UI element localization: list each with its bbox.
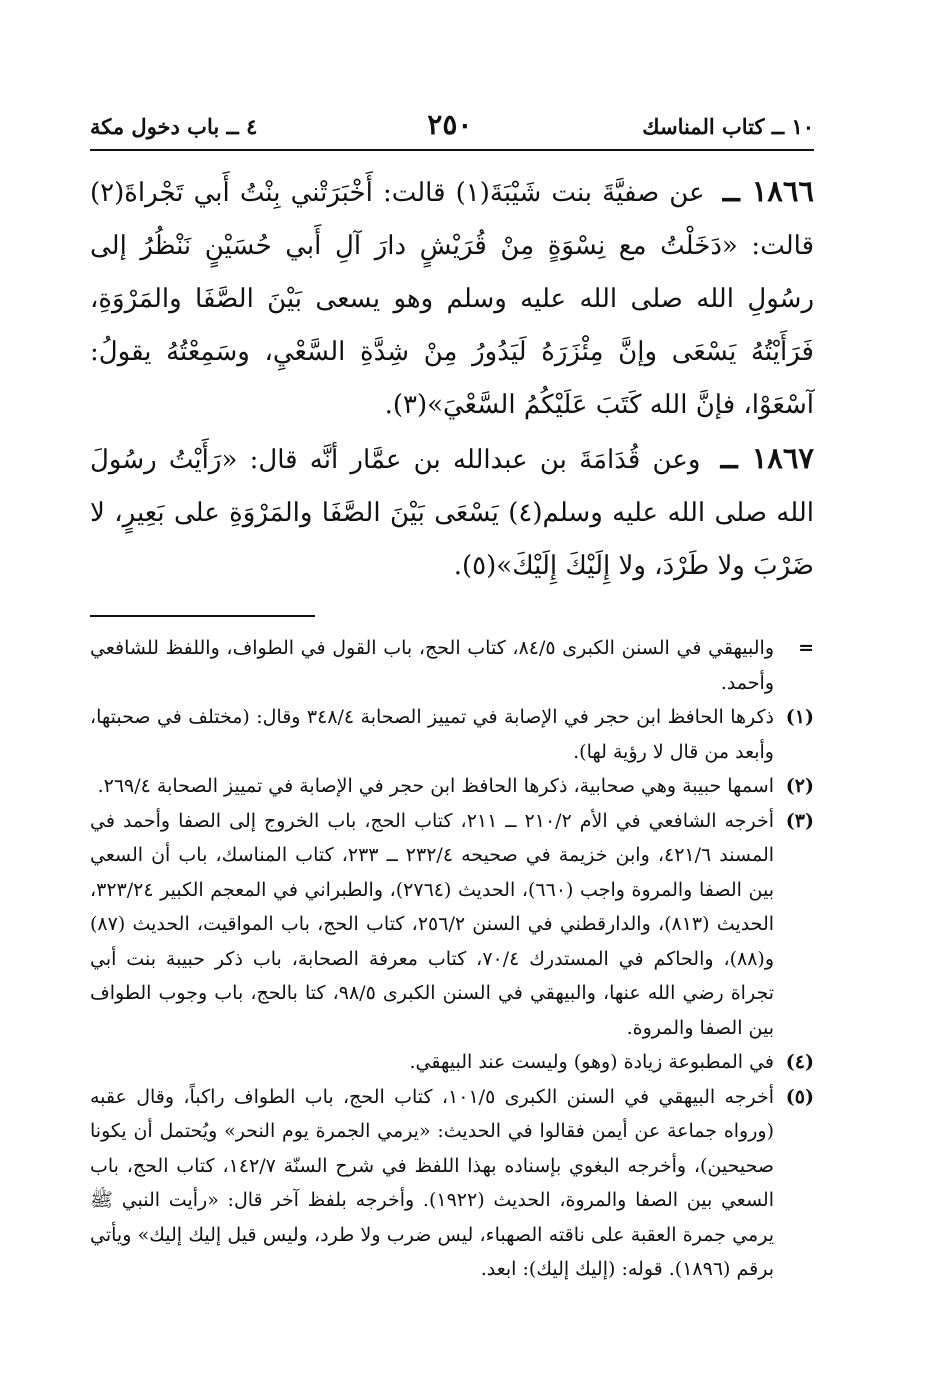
running-header: [90, 108, 814, 151]
footnote-label: (١): [785, 706, 814, 728]
page-body: [90, 108, 814, 1348]
footnote-4: [90, 1045, 814, 1080]
footnote-label: (٥): [785, 1085, 814, 1108]
main-text: [90, 165, 814, 593]
footnote-text: والبيهقي في السنن الكبرى ٨٤/٥، كتاب الحج، باب القول في الطواف، واللفظ للشافعي وأحمد.: [90, 637, 774, 694]
footnote-3: [90, 804, 814, 1046]
footnote-2: [90, 769, 814, 804]
hadith-number: ١٨٦٦ ــ: [722, 174, 814, 208]
footnote-divider: [90, 615, 315, 617]
hadith-1866: [90, 165, 814, 432]
footnote-continued: [90, 631, 814, 700]
hadith-text: عن صفيَّةَ بنت شَيْبَةَ(١) قالت: أَخْبَرَتْني بِنْتُ أَبي تَجْراةَ(٢) قالت: «دَخَلْتُ مع نِسْوَةٍ مِنْ قُرَيْشٍ دارَ آلِ أَبي حُسَيْنٍ نَنْظُرُ إلى رسُولِ الله صلى الله عليه وسلم وهو يسعى بَيْنَ الصَّفَا والمَرْوَةِ، فَرَأَيْتُهُ يَسْعَى وإنَّ مِئْزَرَهُ لَيَدُورُ مِنْ شِدَّةِ السَّعْيِ، وسَمِعْتُهُ يقولُ: آسْعَوْا، فإنَّ الله كَتَبَ عَلَيْكُمُ السَّعْيَ»(٣).: [90, 178, 814, 420]
footnote-text: اسمها حبيبة وهي صحابية، ذكرها الحافظ ابن حجر في الإصابة في تمييز الصحابة ٢٦٩/٤.: [97, 775, 774, 797]
hadith-1867: [90, 432, 814, 593]
footnote-label: (٢): [785, 775, 814, 797]
footnote-label: =: [798, 637, 814, 659]
footnote-text: في المطبوعة زيادة (وهو) وليست عند البيهقي.: [409, 1051, 774, 1073]
hadith-number: ١٨٦٧ ــ: [720, 441, 814, 475]
footnote-text: أخرجه الشافعي في الأم ٢١٠/٢ ــ ٢١١، كتاب الحج، باب الخروج إلى الصفا وأحمد في المسند ٤٢١/٦، وابن خزيمة في صحيحه ٢٣٢/٤ ــ ٢٣٣، كتاب المناسك، باب أن السعي بين الصفا والمروة واجب (٦٦٠)، الحديث (٢٧٦٤)، والطبراني في المعجم الكبير ٣٢٣/٢٤، الحديث (٨١٣)، والدارقطني في السنن ٢٥٦/٢، كتاب الحج، باب المواقيت، الحديث (٨٧) و(٨٨)، والحاكم في المستدرك ٧٠/٤، كتاب معرفة الصحابة، باب ذكر حبيبة بنت أبي تجراة رضي الله عنها، والبيهقي في السنن الكبرى ٩٨/٥، كتا بالحج، باب وجوب الطواف بين الصفا والمروة.: [90, 809, 775, 1039]
footnote-5: [90, 1080, 814, 1287]
page-number: ٢٥٠: [427, 108, 473, 141]
section-title: ٤ ــ باب دخول مكة: [90, 114, 258, 139]
footnote-1: [90, 700, 814, 769]
chapter-title: ١٠ ــ كتاب المناسك: [642, 114, 814, 139]
hadith-text: وعن قُدَامَةَ بن عبدالله بن عمَّار أنَّه قال: «رَأَيْتُ رسُولَ الله صلى الله عليه وسلم(٤) يَسْعَى بَيْنَ الصَّفَا والمَرْوَةِ على بَعِيرٍ، لا ضَرْبَ ولا طَرْدَ، ولا إِلَيْكَ إِلَيْكَ»(٥).: [90, 445, 814, 581]
footnote-text: ذكرها الحافظ ابن حجر في الإصابة في تمييز الصحابة ٣٤٨/٤ وقال: (مختلف في صحبتها، وأبعد من قال لا رؤية لها).: [90, 706, 775, 763]
footnote-label: (٣): [785, 809, 814, 832]
footnote-text: أخرجه البيهقي في السنن الكبرى ١٠١/٥، كتاب الحج، باب الطواف راكباً، وقال عقبه (ورواه جماعة عن أيمن فقالوا في الحديث: «يرمي الجمرة يوم النحر» ويُحتمل أن يكونا صحيحين)، وأخرجه البغوي بإسناده بهذا اللفظ في شرح السنّة ١٤٢/٧، كتاب الحج، باب السعي بين الصفا والمروة، الحديث (١٩٢٢). وأخرجه بلفظ آخر قال: «رأيت النبي ﷺ يرمي جمرة العقبة على ناقته الصهباء، ليس ضرب ولا طرد، وليس قيل إليك إليك» ويأتي برقم (١٨٩٦). قوله: (إليك إليك): ابعد.: [90, 1085, 774, 1280]
footnote-label: (٤): [785, 1051, 814, 1073]
footnotes: [90, 631, 814, 1287]
